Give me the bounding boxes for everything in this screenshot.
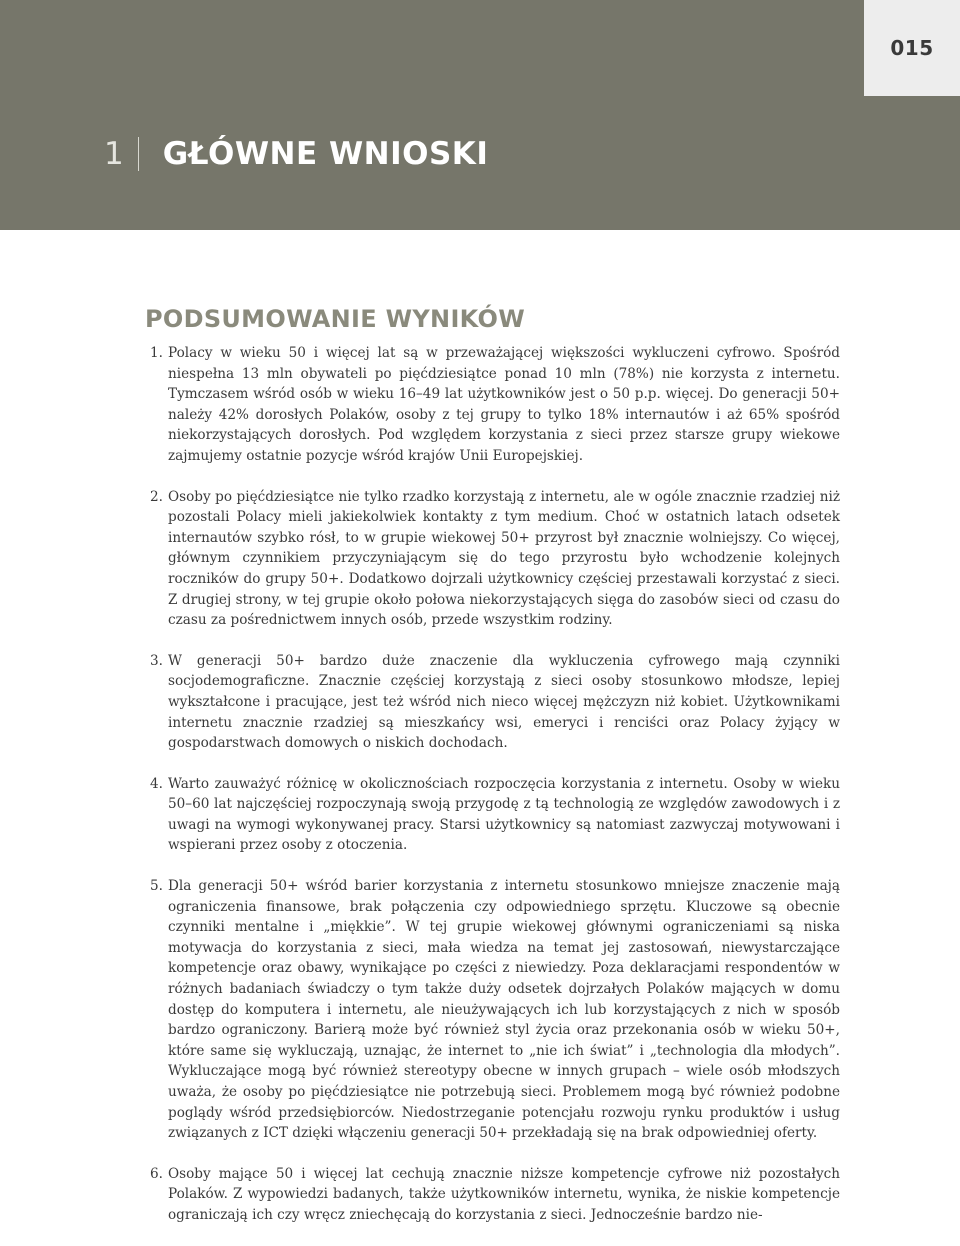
item-text: Osoby mające 50 i więcej lat cechują znacznie niższe kompetencje cyfrowe niż pozostałych Polaków. Z wypowiedzi badanych, także użytkowników internetu, wynika, że niskie kompetencje ograniczają ich czy wręcz zniechęcają do korzystania z sieci. Jednocześnie bardzo nie- [168, 1165, 840, 1223]
list-item [146, 343, 840, 467]
item-number: 1. [150, 345, 163, 361]
item-text: Warto zauważyć różnicę w okolicznościach rozpoczęcia korzystania z internetu. Osoby w wieku 50–60 lat najczęściej rozpoczynają swoją przygodę z tą technologią ze względów zawodowych i z uwagi na wymogi wykonywanej pracy. Starsi użytkownicy są natomiast zazwyczaj motywowani i wspierani przez osoby z otoczenia. [168, 775, 840, 854]
chapter-number: 1 [104, 136, 124, 172]
item-text: Dla generacji 50+ wśród barier korzystania z internetu stosunkowo mniejsze znaczenie mają ograniczenia finansowe, brak połączenia czy odpowiedniego sprzętu. Kluczowe są obecnie czynniki mentalne i „miękkie”. W tej grupie wiekowej głównymi ograniczeniami są niska motywacja do korzystania z sieci, mała wiedza na temat jej zastosowań, niewystarczające kompetencje oraz obawy, wynikające po części z niewiedzy. Poza deklaracjami respondentów w różnych badaniach świadczy o tym także duży odsetek dojrzałych Polaków mających w domu dostęp do komputera i internetu, ale nieużywających ich lub korzystających z nich w sposób bardzo ograniczony. Barierą może być również styl życia oraz przekonania osób w wieku 50+, które same się wykluczają, uznając, że internet to „nie ich świat” i „technologia dla młodych”. Wykluczające mogą być również stereotypy obecne w innych grupach – wiele osób młodszych uważa, że osoby po pięćdziesiątce nie potrzebują sieci. Problemem mogą być również podobne poglądy wśród przedsiębiorców. Niedostrzeganie potencjału rozwoju rynku produktów i usług związanych z ICT dzięki włączeniu generacji 50+ przekładają się na brak odpowiedniej oferty. [168, 878, 840, 1142]
list-item [146, 774, 840, 856]
list-item [146, 1164, 840, 1226]
header-banner [0, 0, 960, 230]
list-item [146, 651, 840, 754]
chapter-title: GŁÓWNE WNIOSKI [162, 136, 489, 172]
item-number: 5. [150, 878, 163, 895]
page-number-box [864, 0, 960, 96]
item-text: Osoby po pięćdziesiątce nie tylko rzadko korzystają z internetu, ale w ogóle znacznie rzadziej niż pozostali Polacy mieli jakiekolwiek kontakty z tym medium. Choć w ostatnich latach odsetek internautów szybko rósł, to w grupie wiekowej 50+ przyrost był znacznie wolniejszy. Co więcej, głównym czynnikiem przyczyniającym się do tego przyrostu było wchodzenie kolejnych roczników do grupy 50+. Dodatkowo dojrzali użytkownicy częściej przestawali korzystać z sieci. Z drugiej strony, w tej grupie około połowa niekorzystających sięga do zasobów sieci od czasu do czasu za pośrednictwem innych osób, przede wszystkim rodziny. [168, 488, 840, 629]
chapter-heading [104, 136, 488, 172]
list-item [146, 876, 840, 1144]
chapter-divider [138, 137, 139, 171]
item-number: 3. [150, 652, 163, 669]
item-text: Polacy w wieku 50 i więcej lat są w przeważającej większości wykluczeni cyfrowo. Spośród niespełna 13 mln obywateli po pięćdziesiątce ponad 10 mln (78%) nie korzysta z internetu. Tymczasem wśród osób w wieku 16–49 lat użytkowników jest o 50 p.p. więcej. Do generacji 50+ należy 42% dorosłych Polaków, osoby z tej grupy to tylko 18% internautów i aż 65% spośród niekorzystających dorosłych. Pod względem korzystania z sieci przez starsze grupy wiekowe zajmujemy ostatnie pozycje wśród krajów Unii Europejskiej. [168, 345, 840, 464]
item-number: 2. [150, 488, 163, 505]
item-number: 6. [150, 1165, 163, 1182]
findings-list [146, 343, 840, 1246]
item-number: 4. [150, 775, 163, 792]
section-title: PODSUMOWANIE WYNIKÓW [145, 305, 525, 333]
item-text: W generacji 50+ bardzo duże znaczenie dla wykluczenia cyfrowego mają czynniki socjodemograficzne. Znacznie częściej korzystają z sieci osoby stosunkowo młodsze, lepiej wykształcone i pracujące, jest też wśród nich nieco więcej mężczyzn niż kobiet. Użytkownikami internetu znacznie rzadziej są mieszkańcy wsi, emeryci i renciści oraz Polacy żyjący w gospodarstwach domowych o niskich dochodach. [168, 652, 840, 752]
page-number: 015 [890, 36, 934, 60]
list-item [146, 487, 840, 631]
